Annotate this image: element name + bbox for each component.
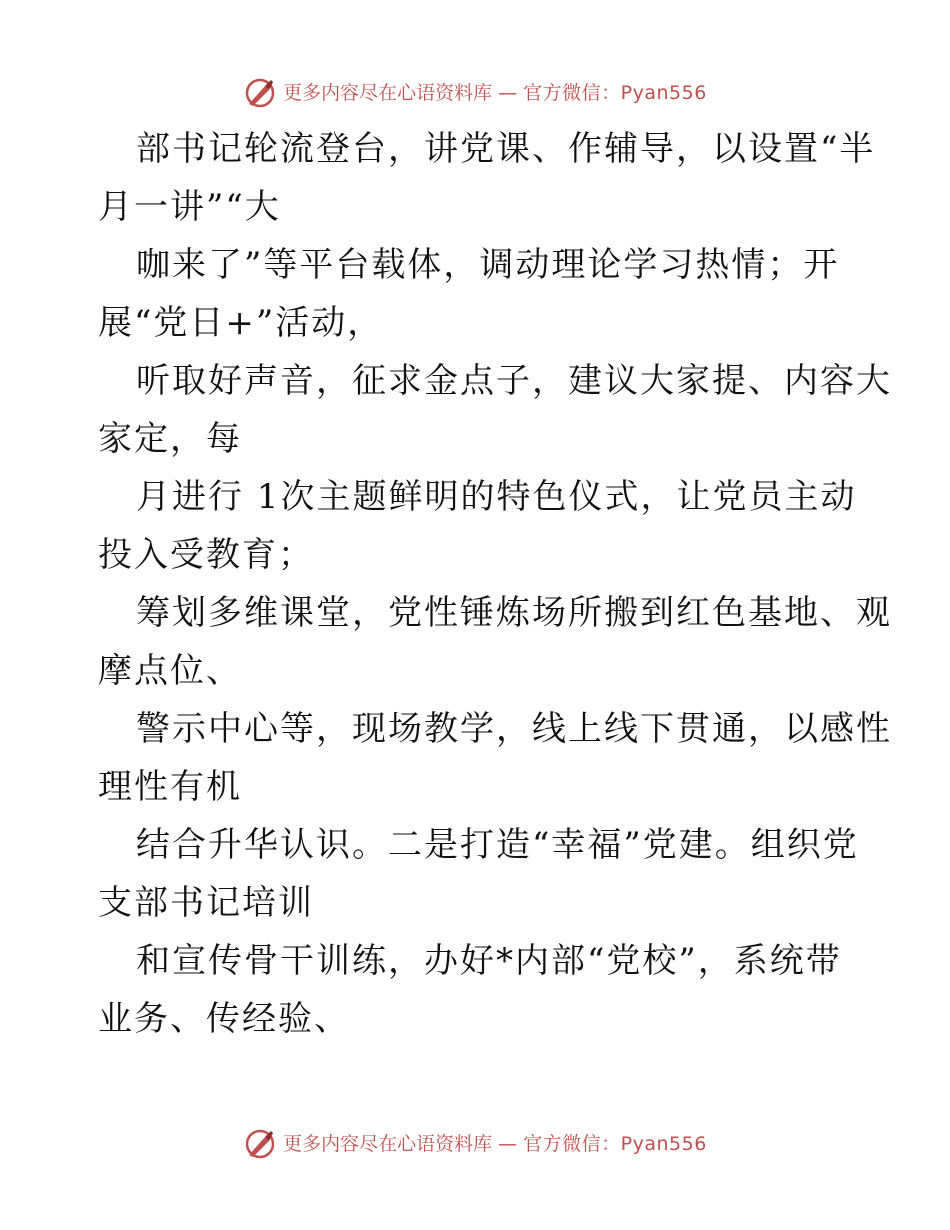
paragraph-line: 咖来了”等平台载体，调动理论学习热情；开 bbox=[136, 245, 840, 285]
watermark-separator: — bbox=[498, 1133, 518, 1155]
paragraph-line: 结合升华认识。二是打造“幸福”党建。组织党 bbox=[136, 825, 859, 865]
pen-logo-icon bbox=[243, 76, 277, 110]
paragraph-line: 展“党日+”活动， bbox=[98, 303, 384, 343]
paragraph-line: 家定，每 bbox=[98, 419, 242, 459]
watermark-wechat: 官方微信：Pyan556 bbox=[523, 1133, 707, 1155]
paragraph-line: 支部书记培训 bbox=[98, 883, 314, 923]
footer-watermark bbox=[0, 1127, 950, 1161]
paragraph-line: 筹划多维课堂，党性锤炼场所搬到红色基地、观 bbox=[136, 593, 892, 633]
paragraph-line: 警示中心等，现场教学，线上线下贯通，以感性 bbox=[136, 709, 892, 749]
paragraph-line: 和宣传骨干训练，办好*内部“党校”，系统带 bbox=[136, 941, 842, 981]
watermark-wechat: 官方微信：Pyan556 bbox=[523, 82, 707, 104]
pen-logo-icon bbox=[243, 1127, 277, 1161]
paragraph-line: 部书记轮流登台，讲党课、作辅导，以设置“半 bbox=[136, 129, 876, 169]
paragraph-line: 理性有机 bbox=[98, 767, 242, 807]
paragraph-line: 投入受教育； bbox=[98, 535, 314, 575]
paragraph-line: 听取好声音，征求金点子，建议大家提、内容大 bbox=[136, 361, 892, 401]
header-watermark bbox=[0, 76, 950, 110]
paragraph-line: 月一讲”“大 bbox=[98, 187, 281, 227]
paragraph-line: 摩点位、 bbox=[98, 651, 242, 691]
paragraph-line: 月进行 1次主题鲜明的特色仪式，让党员主动 bbox=[136, 477, 857, 517]
document-body bbox=[98, 120, 892, 1048]
watermark-text: 更多内容尽在心语资料库 bbox=[283, 1133, 493, 1155]
watermark-separator: — bbox=[498, 82, 518, 104]
watermark-text: 更多内容尽在心语资料库 bbox=[283, 82, 493, 104]
paragraph-line: 业务、传经验、 bbox=[98, 999, 350, 1039]
